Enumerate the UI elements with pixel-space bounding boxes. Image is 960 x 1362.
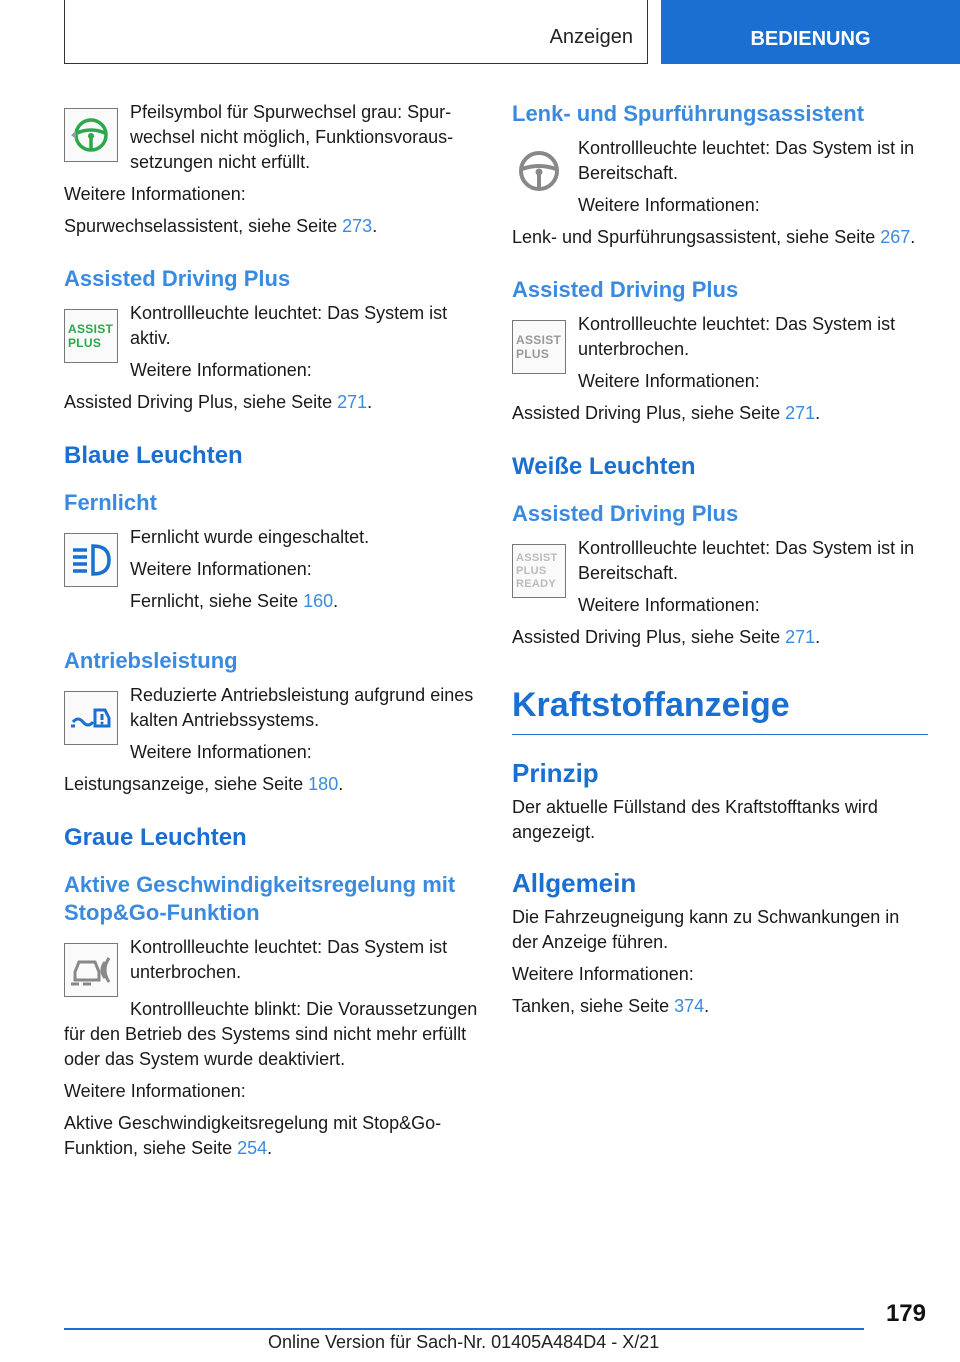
high-beam-reference: Fernlicht, siehe Seite 160. <box>130 591 339 611</box>
acc-ref-link[interactable]: 254 <box>237 1138 268 1158</box>
adp3-reference: Assisted Driving Plus, siehe Seite 271. <box>512 627 821 647</box>
power-ref-link[interactable]: 180 <box>308 774 339 794</box>
steering-wheel-grey-icon <box>512 144 566 198</box>
lane-ref-link[interactable]: 273 <box>342 216 373 236</box>
steering-wheel-green-icon <box>64 108 118 162</box>
high-beam-info-label: Weitere Informationen: <box>130 559 312 579</box>
lane-reference: Spurwechselassistent, siehe Seite 273. <box>64 216 378 236</box>
reduced-power-icon <box>64 691 118 745</box>
principle-text: Der aktuelle Füllstand des Kraftstofftanks wird angezeigt. <box>512 797 878 842</box>
adp3-ref-link[interactable]: 271 <box>785 627 816 647</box>
power-heading: Antriebsleistung <box>64 648 238 673</box>
steering-info-label: Weitere Informationen: <box>578 195 760 215</box>
assist-plus-grey-icon: ASSIST PLUS <box>512 320 566 374</box>
high-beam-entry <box>64 525 480 621</box>
high-beam-heading: Fernlicht <box>64 490 157 515</box>
general-info-label: Weitere Informationen: <box>512 964 694 984</box>
lane-info-label: Weitere Informationen: <box>64 184 246 204</box>
adp2-heading: Assisted Driving Plus <box>512 277 739 302</box>
adp-heading: Assisted Driving Plus <box>64 266 291 291</box>
acc-text-1: Kontrollleuchte leuchtet: Das System ist unterbrochen. <box>130 937 448 982</box>
white-lights-heading: Weiße Leuchten <box>512 453 696 480</box>
adp3-info-label: Weitere Informationen: <box>578 595 760 615</box>
header-section-label: Anzeigen <box>549 26 633 48</box>
adp-info-label: Weitere Informationen: <box>130 360 312 380</box>
header-chapter-tab[interactable]: BEDIENUNG <box>661 0 960 64</box>
page-number: 179 <box>885 1300 926 1327</box>
assist-plus-green-icon: ASSIST PLUS <box>64 309 118 363</box>
adp2-reference: Assisted Driving Plus, siehe Seite 271. <box>512 403 821 423</box>
adp2-ref-link[interactable]: 271 <box>785 403 816 423</box>
steering-reference: Lenk- und Spurführungsassistent, siehe Seite 267. <box>512 227 916 247</box>
adp2-info-label: Weitere Informationen: <box>578 371 760 391</box>
adp-reference: Assisted Driving Plus, siehe Seite 271. <box>64 392 373 412</box>
right-column <box>512 100 928 1026</box>
power-info-label: Weitere Informationen: <box>130 742 312 762</box>
high-beam-icon <box>64 533 118 587</box>
footer-text: Online Version für Sach-Nr. 01405A484D4 - X/21 <box>268 1332 660 1352</box>
lane-change-entry <box>64 100 480 182</box>
acc-heading: Aktive Geschwindigkeitsregelung mit Stop&Go-Funktion <box>64 872 456 925</box>
power-text: Reduzierte Antriebsleistung aufgrund eines kalten Antriebssystems. <box>130 685 474 730</box>
general-text: Die Fahrzeugneigung kann zu Schwankungen in der Anzeige führen. <box>512 907 900 952</box>
general-reference: Tanken, siehe Seite 374. <box>512 996 710 1016</box>
power-entry <box>64 683 480 772</box>
adp3-entry <box>512 536 928 625</box>
power-reference: Leistungsanzeige, siehe Seite 180. <box>64 774 344 794</box>
steering-text: Kontrollleuchte leuchtet: Das System ist in Bereitschaft. <box>578 138 915 183</box>
adp3-text: Kontrollleuchte leuchtet: Das System ist in Bereitschaft. <box>578 538 915 583</box>
high-beam-ref-link[interactable]: 160 <box>303 591 334 611</box>
blue-lights-heading: Blaue Leuchten <box>64 442 243 469</box>
lane-change-text: Pfeilsymbol für Spurwechsel grau: Spurwechsel nicht möglich, Funktionsvoraussetzungen nicht erfüllt. <box>130 102 454 172</box>
page-header <box>0 0 960 66</box>
steering-heading: Lenk- und Spurführungsassistent <box>512 101 865 126</box>
general-ref-link[interactable]: 374 <box>674 996 705 1016</box>
adp-text: Kontrollleuchte leuchtet: Das System ist aktiv. <box>130 303 448 348</box>
acc-text-2-block: Kontrollleuchte blinkt: Die Voraussetzungen für den Betrieb des Systems sind nicht mehr erfüllt oder das System wurde deaktiviert. <box>64 999 478 1069</box>
fuel-gauge-chapter-title: Kraftstoffanzeige <box>512 684 928 735</box>
header-section-box <box>64 0 648 64</box>
assist-plus-ready-icon: ASSIST PLUS READY <box>512 544 566 598</box>
general-heading: Allgemein <box>512 868 637 898</box>
adp2-entry <box>512 312 928 401</box>
cruise-control-grey-icon <box>64 943 118 997</box>
acc-reference: Aktive Geschwindigkeitsregelung mit Stop&Go-Funktion, siehe Seite 254. <box>64 1113 442 1158</box>
adp-ref-link[interactable]: 271 <box>337 392 368 412</box>
acc-entry <box>64 935 480 997</box>
high-beam-text: Fernlicht wurde eingeschaltet. <box>130 527 370 547</box>
left-column <box>64 100 480 1168</box>
grey-lights-heading: Graue Leuchten <box>64 824 247 851</box>
adp-entry <box>64 301 480 390</box>
steering-ref-link[interactable]: 267 <box>880 227 911 247</box>
footer-divider <box>64 1328 864 1330</box>
adp3-heading: Assisted Driving Plus <box>512 501 739 526</box>
acc-info-label: Weitere Informationen: <box>64 1081 246 1101</box>
steering-entry <box>512 136 928 225</box>
adp2-text: Kontrollleuchte leuchtet: Das System ist unterbrochen. <box>578 314 896 359</box>
principle-heading: Prinzip <box>512 758 599 788</box>
